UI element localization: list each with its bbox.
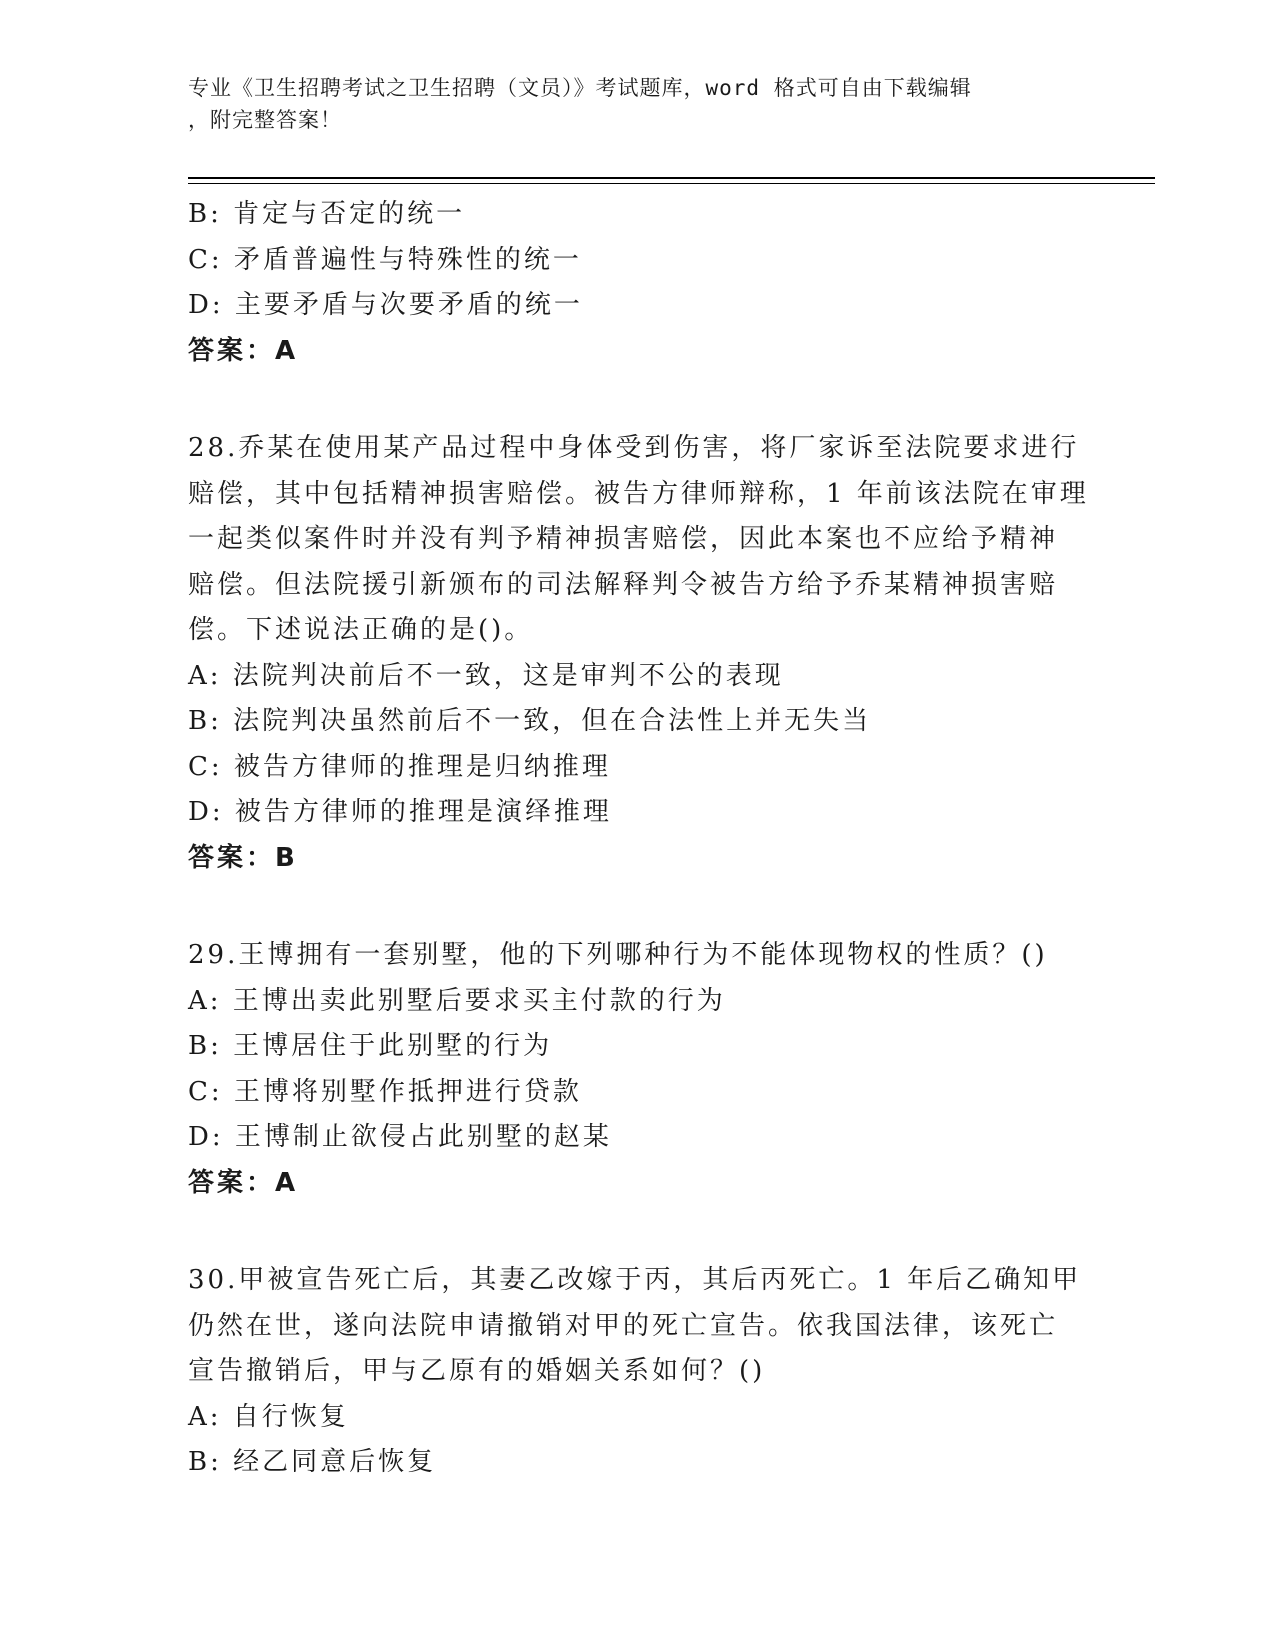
question-text-line: 30.甲被宣告死亡后，其妻乙改嫁于丙，其后丙死亡。1 年后乙确知甲 [188,1265,1082,1295]
option-b: B: 肯定与否定的统一 [188,199,466,229]
question-text-line: 仍然在世，遂向法院申请撤销对甲的死亡宣告。依我国法律，该死亡 [188,1310,1059,1341]
question-text-line: 28.乔某在使用某产品过程中身体受到伤害，将厂家诉至法院要求进行 [188,433,1080,463]
question-text-line: 偿。下述说法正确的是()。 [188,615,534,645]
option-a: A: 法院判决前后不一致，这是审判不公的表现 [188,660,784,691]
answer-line: 答案：A [188,1167,299,1198]
question-text-line: 赔偿。但法院援引新颁布的司法解释判令被告方给予乔某精神损害赔 [188,569,1059,600]
question-content [188,192,1088,1486]
document-header [188,72,1068,136]
option-a: A: 王博出卖此别墅后要求买主付款的行为 [188,985,726,1016]
question-29 [188,933,1088,1206]
option-d: D: 主要矛盾与次要矛盾的统一 [188,290,583,320]
option-b: B: 法院判决虽然前后不一致，但在合法性上并无失当 [188,706,872,736]
answer-line: 答案：B [188,842,298,873]
header-line-1: 专业《卫生招聘考试之卫生招聘（文员）》考试题库，word 格式可自由下载编辑 [188,76,972,100]
question-30 [188,1258,1088,1486]
question-text-line: 29.王博拥有一套别墅，他的下列哪种行为不能体现物权的性质？() [188,940,1048,970]
header-divider-thick [188,177,1155,179]
header-divider-thin [188,183,1155,184]
question-text-line: 一起类似案件时并没有判予精神损害赔偿，因此本案也不应给予精神 [188,524,1059,554]
prev-question-block [188,192,1088,374]
question-28 [188,426,1088,881]
question-text-line: 宣告撤销后，甲与乙原有的婚姻关系如何？() [188,1356,766,1386]
header-line-2: ，附完整答案！ [188,108,342,132]
option-b: B: 王博居住于此别墅的行为 [188,1031,553,1061]
option-a: A: 自行恢复 [188,1401,349,1432]
option-d: D: 被告方律师的推理是演绎推理 [188,797,612,827]
option-d: D: 王博制止欲侵占此别墅的赵某 [188,1122,612,1152]
option-c: C: 矛盾普遍性与特殊性的统一 [188,244,582,275]
answer-line: 答案：A [188,335,299,366]
option-c: C: 王博将别墅作抵押进行贷款 [188,1076,582,1107]
question-text-line: 赔偿，其中包括精神损害赔偿。被告方律师辩称，1 年前该法院在审理 [188,478,1089,509]
option-b: B: 经乙同意后恢复 [188,1447,437,1477]
option-c: C: 被告方律师的推理是归纳推理 [188,751,611,782]
